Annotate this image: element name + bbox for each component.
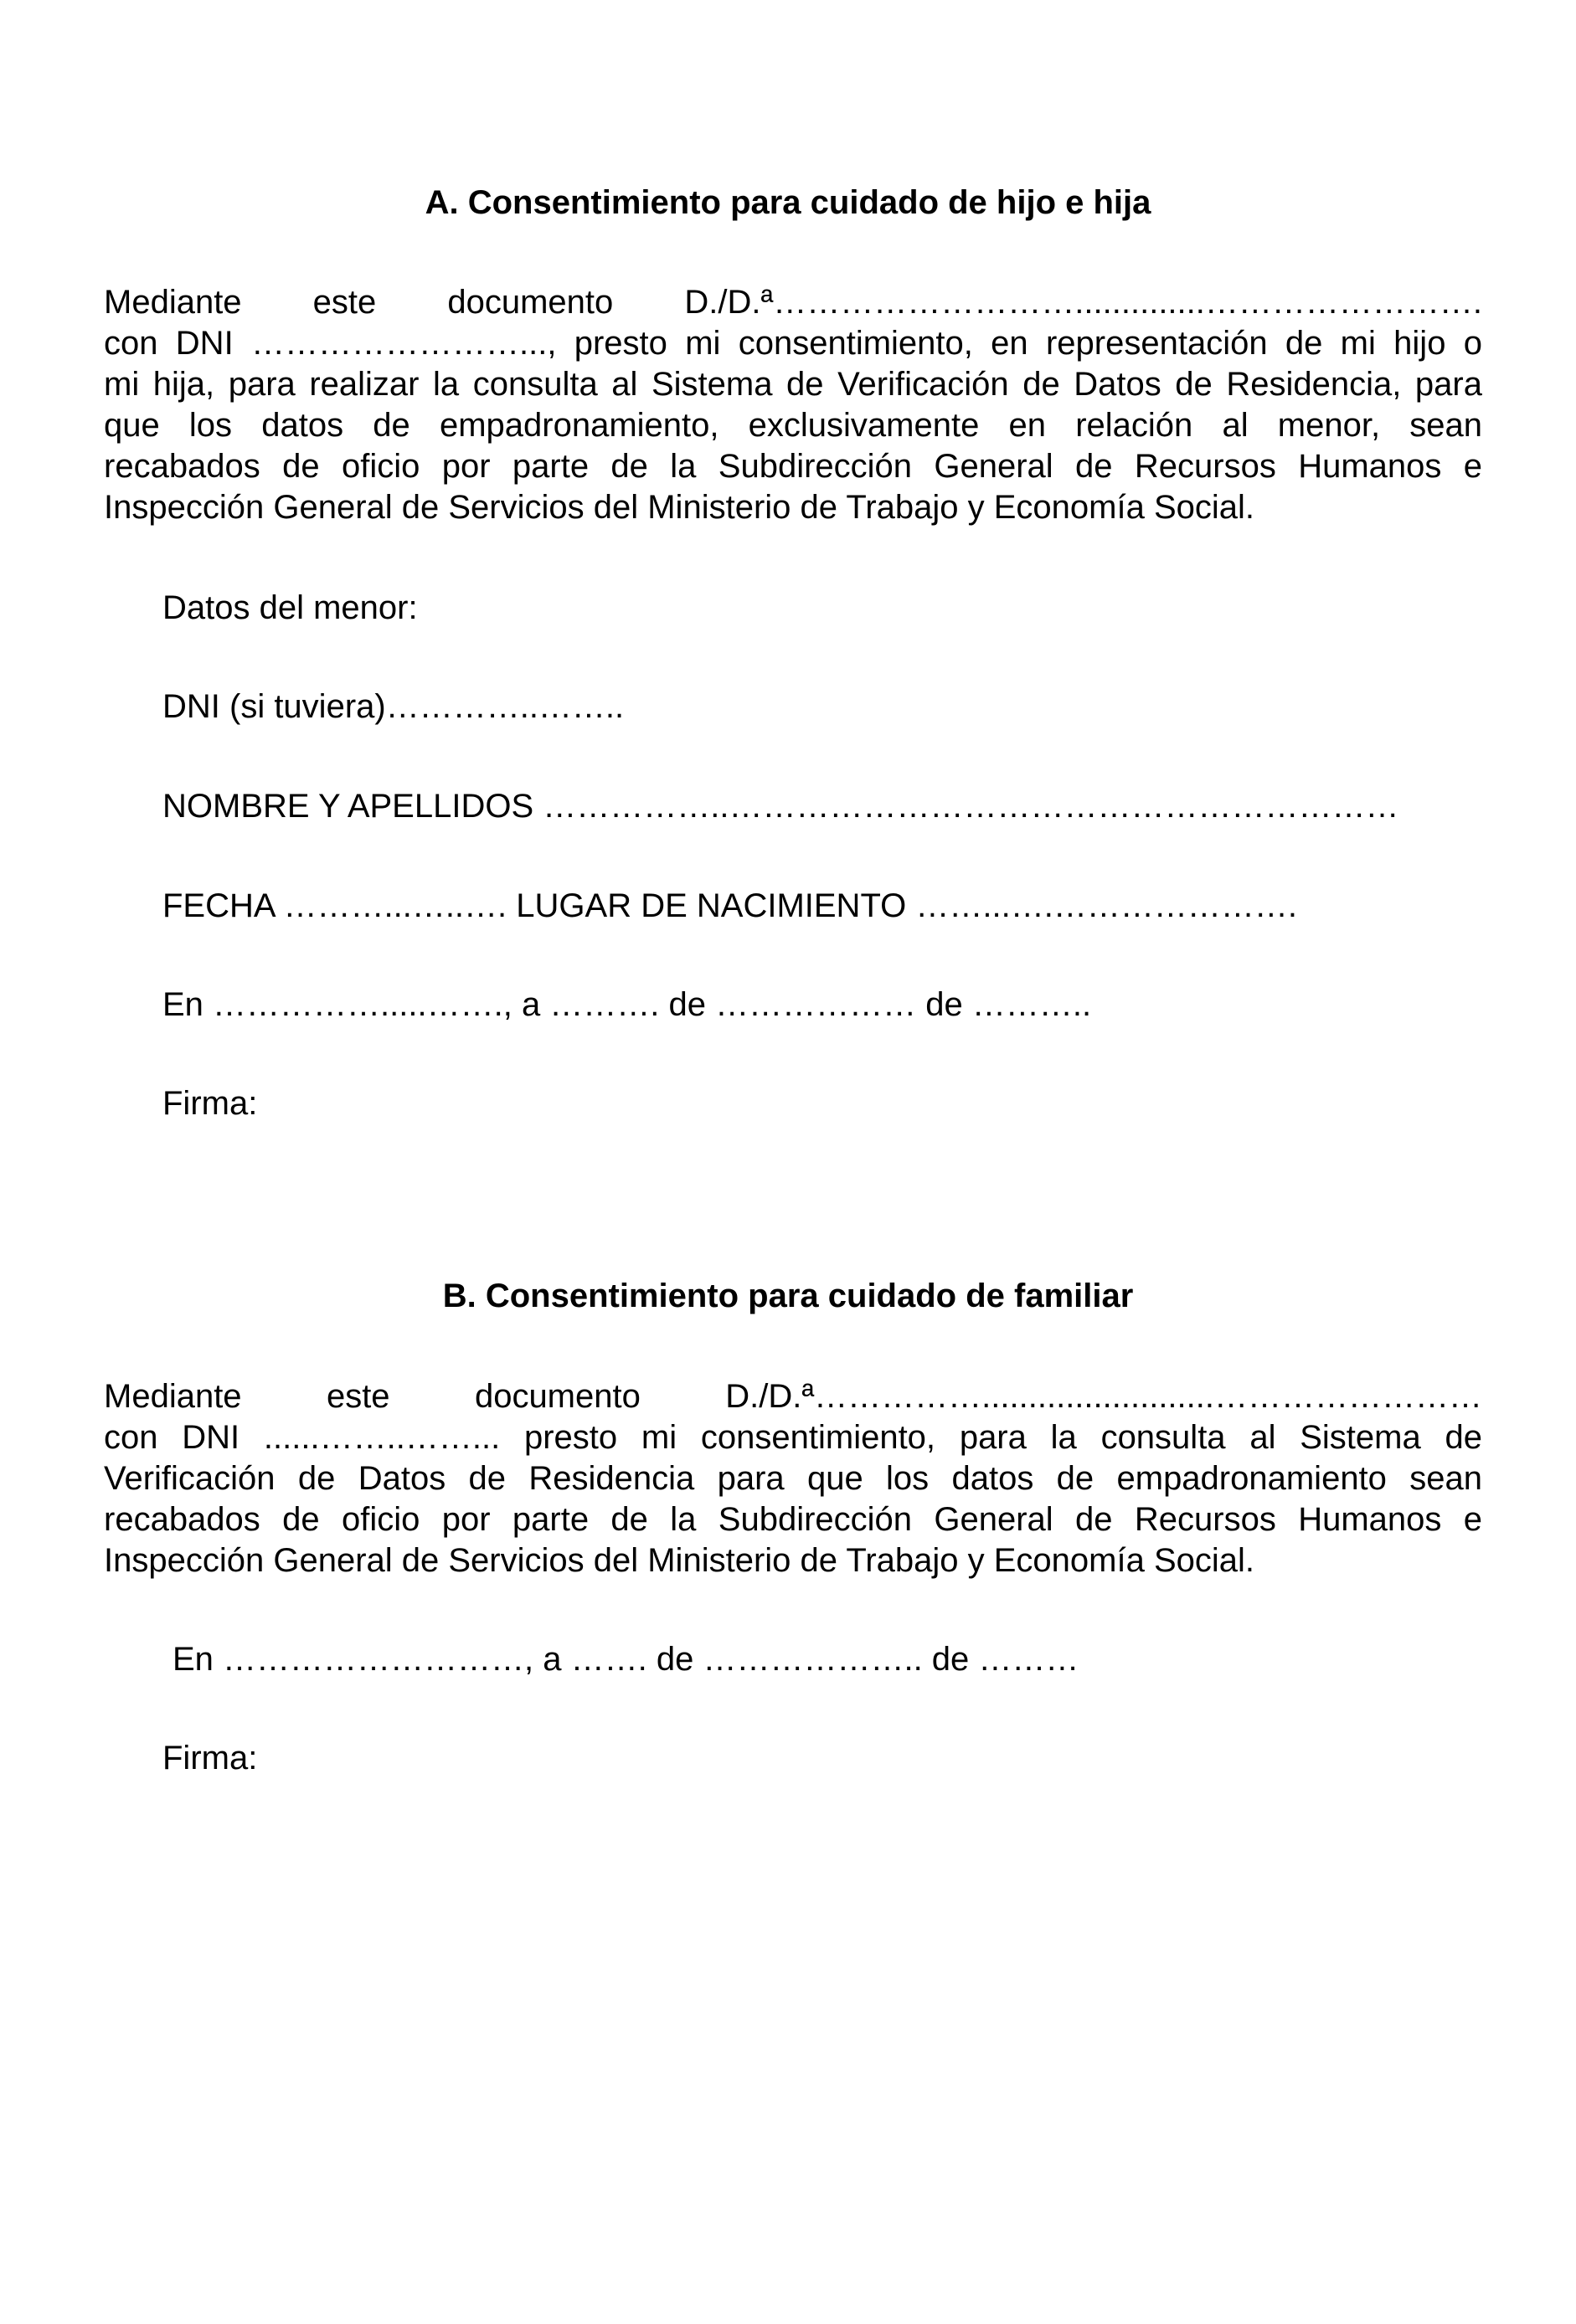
section-a-paragraph — [104, 282, 1482, 528]
section-b-title: B. Consentimiento para cuidado de familiar — [442, 1278, 1134, 1314]
section-b-line-3: Verificación de Datos de Residencia para que los datos de empadronamiento sean — [104, 1460, 1482, 1497]
section-b-line-1: Mediante este documento D./D.ª…………….........................…………………… — [104, 1378, 1482, 1415]
section-b-signature-label: Firma: — [162, 1740, 258, 1776]
section-a-line-4: que los datos de empadronamiento, exclusivamente en relación al menor, sean — [104, 407, 1482, 444]
section-b-line-4: recabados de oficio por parte de la Subdirección General de Recursos Humanos e — [104, 1501, 1482, 1538]
section-b-line-2: con DNI ......……..……... presto mi consentimiento, para la consulta al Sistema de — [104, 1419, 1482, 1456]
section-b-line-5: Inspección General de Servicios del Ministerio de Trabajo y Economía Social. — [104, 1542, 1255, 1579]
section-a-place-date-field: En …………….....……., a ………. de ……………… de ……….. — [162, 986, 1092, 1023]
section-a-line-6: Inspección General de Servicios del Ministerio de Trabajo y Economía Social. — [104, 489, 1255, 526]
section-a-signature-label: Firma: — [162, 1085, 258, 1122]
section-a-line-1: Mediante este documento D./D.ª………………………..............……………………. — [104, 284, 1482, 321]
dni-menor-field: DNI (si tuviera)…………..…….. — [162, 688, 625, 725]
fecha-lugar-nacimiento-field: FECHA ………...…..…. LUGAR DE NACIMIENTO ……...….…………………. — [162, 887, 1297, 924]
section-a-line-5: recabados de oficio por parte de la Subdirección General de Recursos Humanos e — [104, 448, 1482, 485]
section-a-line-2: con DNI ……………………..., presto mi consentimiento, en representación de mi hijo o — [104, 325, 1482, 362]
datos-menor-label: Datos del menor: — [162, 589, 418, 626]
nombre-apellidos-field: NOMBRE Y APELLIDOS ……………..…………………………………………………… — [162, 788, 1399, 825]
section-a-title: A. Consentimiento para cuidado de hijo e hija — [425, 184, 1151, 221]
section-b-paragraph — [104, 1376, 1482, 1581]
section-a-line-3: mi hija, para realizar la consulta al Sistema de Verificación de Datos de Residencia, para — [104, 366, 1482, 403]
section-b-place-date-field: En ………………………, a ……. de ……………….. de ……… — [173, 1641, 1079, 1678]
